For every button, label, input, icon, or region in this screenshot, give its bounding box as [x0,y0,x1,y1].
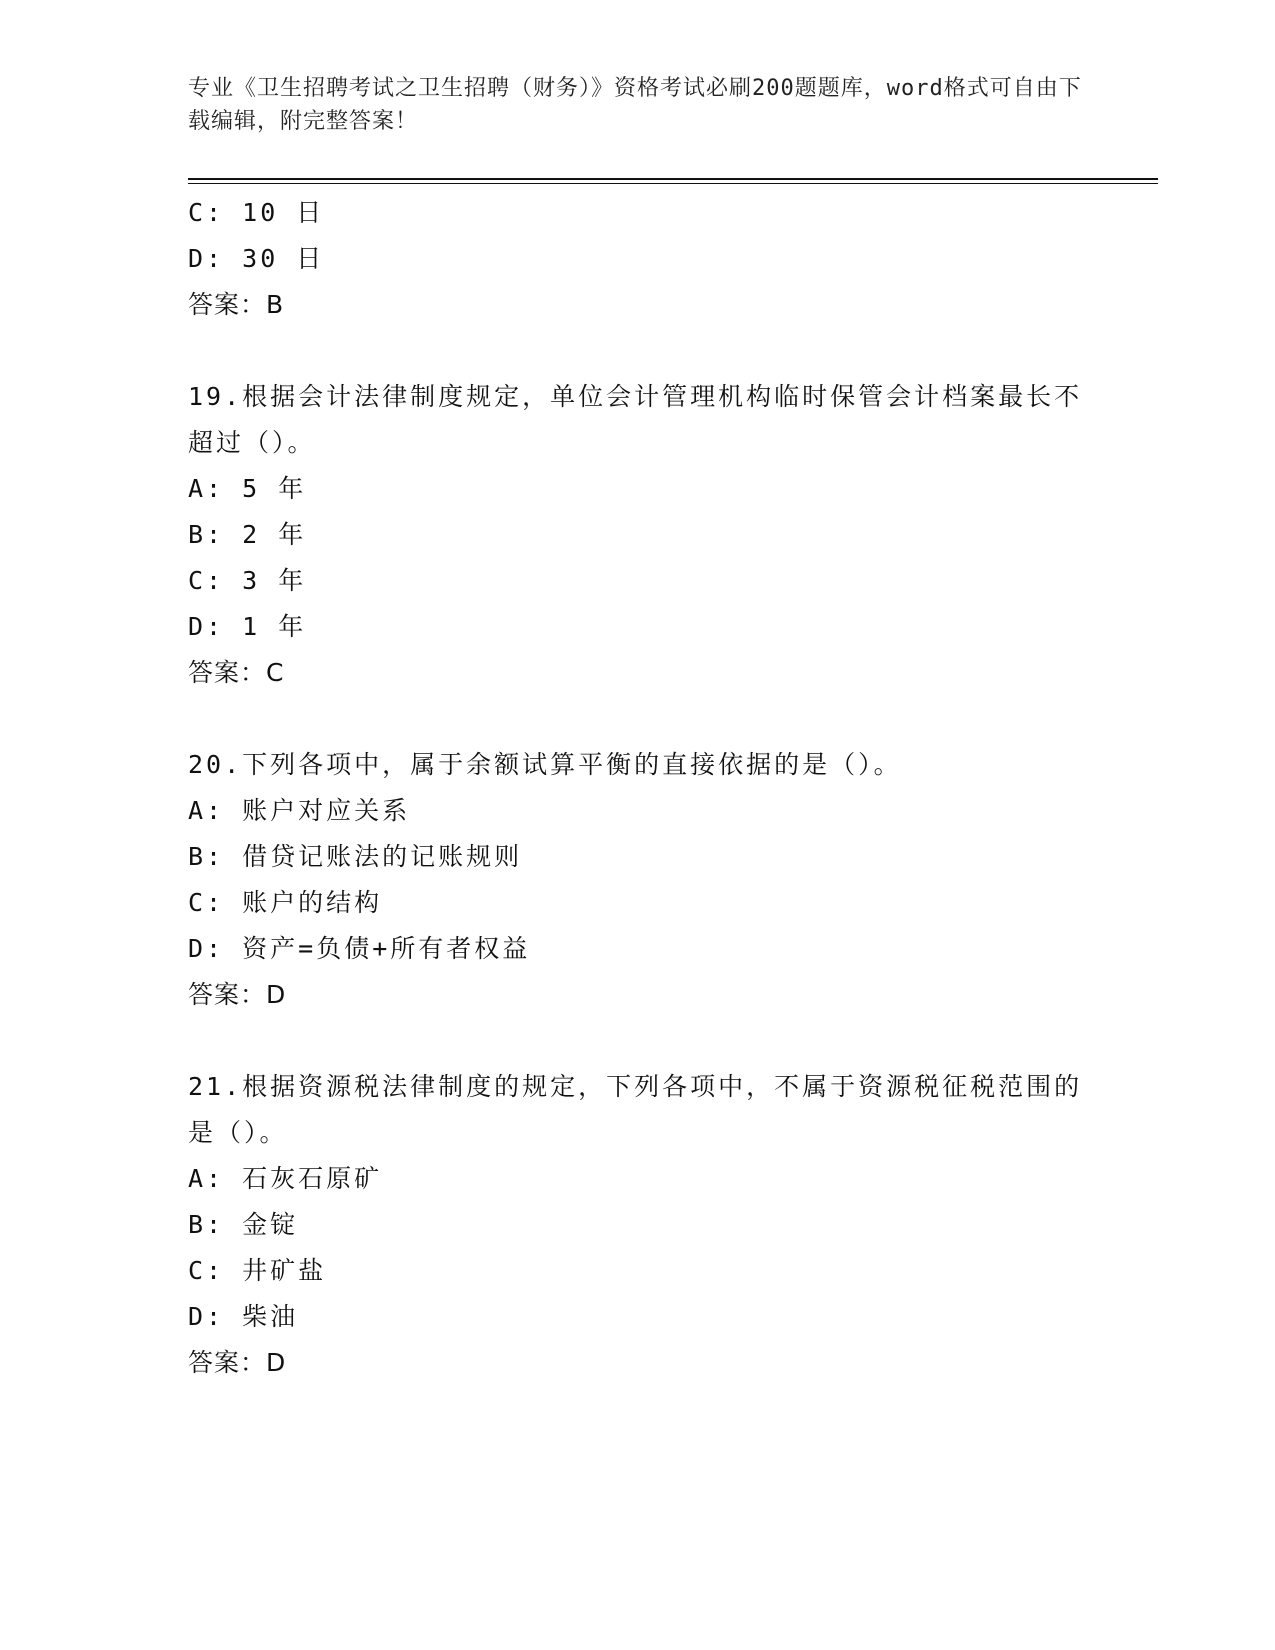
option-b: B: 金锭 [188,1210,299,1239]
option-a: A: 5 年 [188,474,307,503]
option-b: B: 借贷记账法的记账规则 [188,842,523,871]
option-a: A: 账户对应关系 [188,796,411,825]
option-d: D: 资产=负债+所有者权益 [188,934,531,963]
question-19 [188,374,1088,696]
question-text: 19.根据会计法律制度规定，单位会计管理机构临时保管会计档案最长不超过（）。 [188,382,1083,457]
option-c: C: 井矿盐 [188,1256,327,1285]
question-text: 21.根据资源税法律制度的规定，下列各项中，不属于资源税征税范围的是（）。 [188,1072,1083,1147]
option-d: D: 30 日 [188,244,325,273]
document-header: 专业《卫生招聘考试之卫生招聘（财务）》资格考试必刷200题题库，word格式可自由下载编辑，附完整答案！ [188,76,1082,134]
question-list [188,190,1088,1386]
answer-line: 答案：B [188,290,285,319]
answer-line: 答案：D [188,980,287,1009]
header-rule-thin [188,183,1158,184]
option-d: D: 1 年 [188,612,307,641]
question-text: 20.下列各项中，属于余额试算平衡的直接依据的是（）。 [188,750,902,779]
option-c: C: 账户的结构 [188,888,383,917]
question-20 [188,742,1088,1018]
option-b: B: 2 年 [188,520,307,549]
option-c: C: 10 日 [188,198,325,227]
prev-question-tail [188,190,1088,328]
answer-line: 答案：C [188,658,285,687]
option-c: C: 3 年 [188,566,307,595]
question-21 [188,1064,1088,1386]
option-a: A: 石灰石原矿 [188,1164,383,1193]
answer-line: 答案：D [188,1348,287,1377]
option-d: D: 柴油 [188,1302,299,1331]
header-rule-thick [188,178,1158,180]
